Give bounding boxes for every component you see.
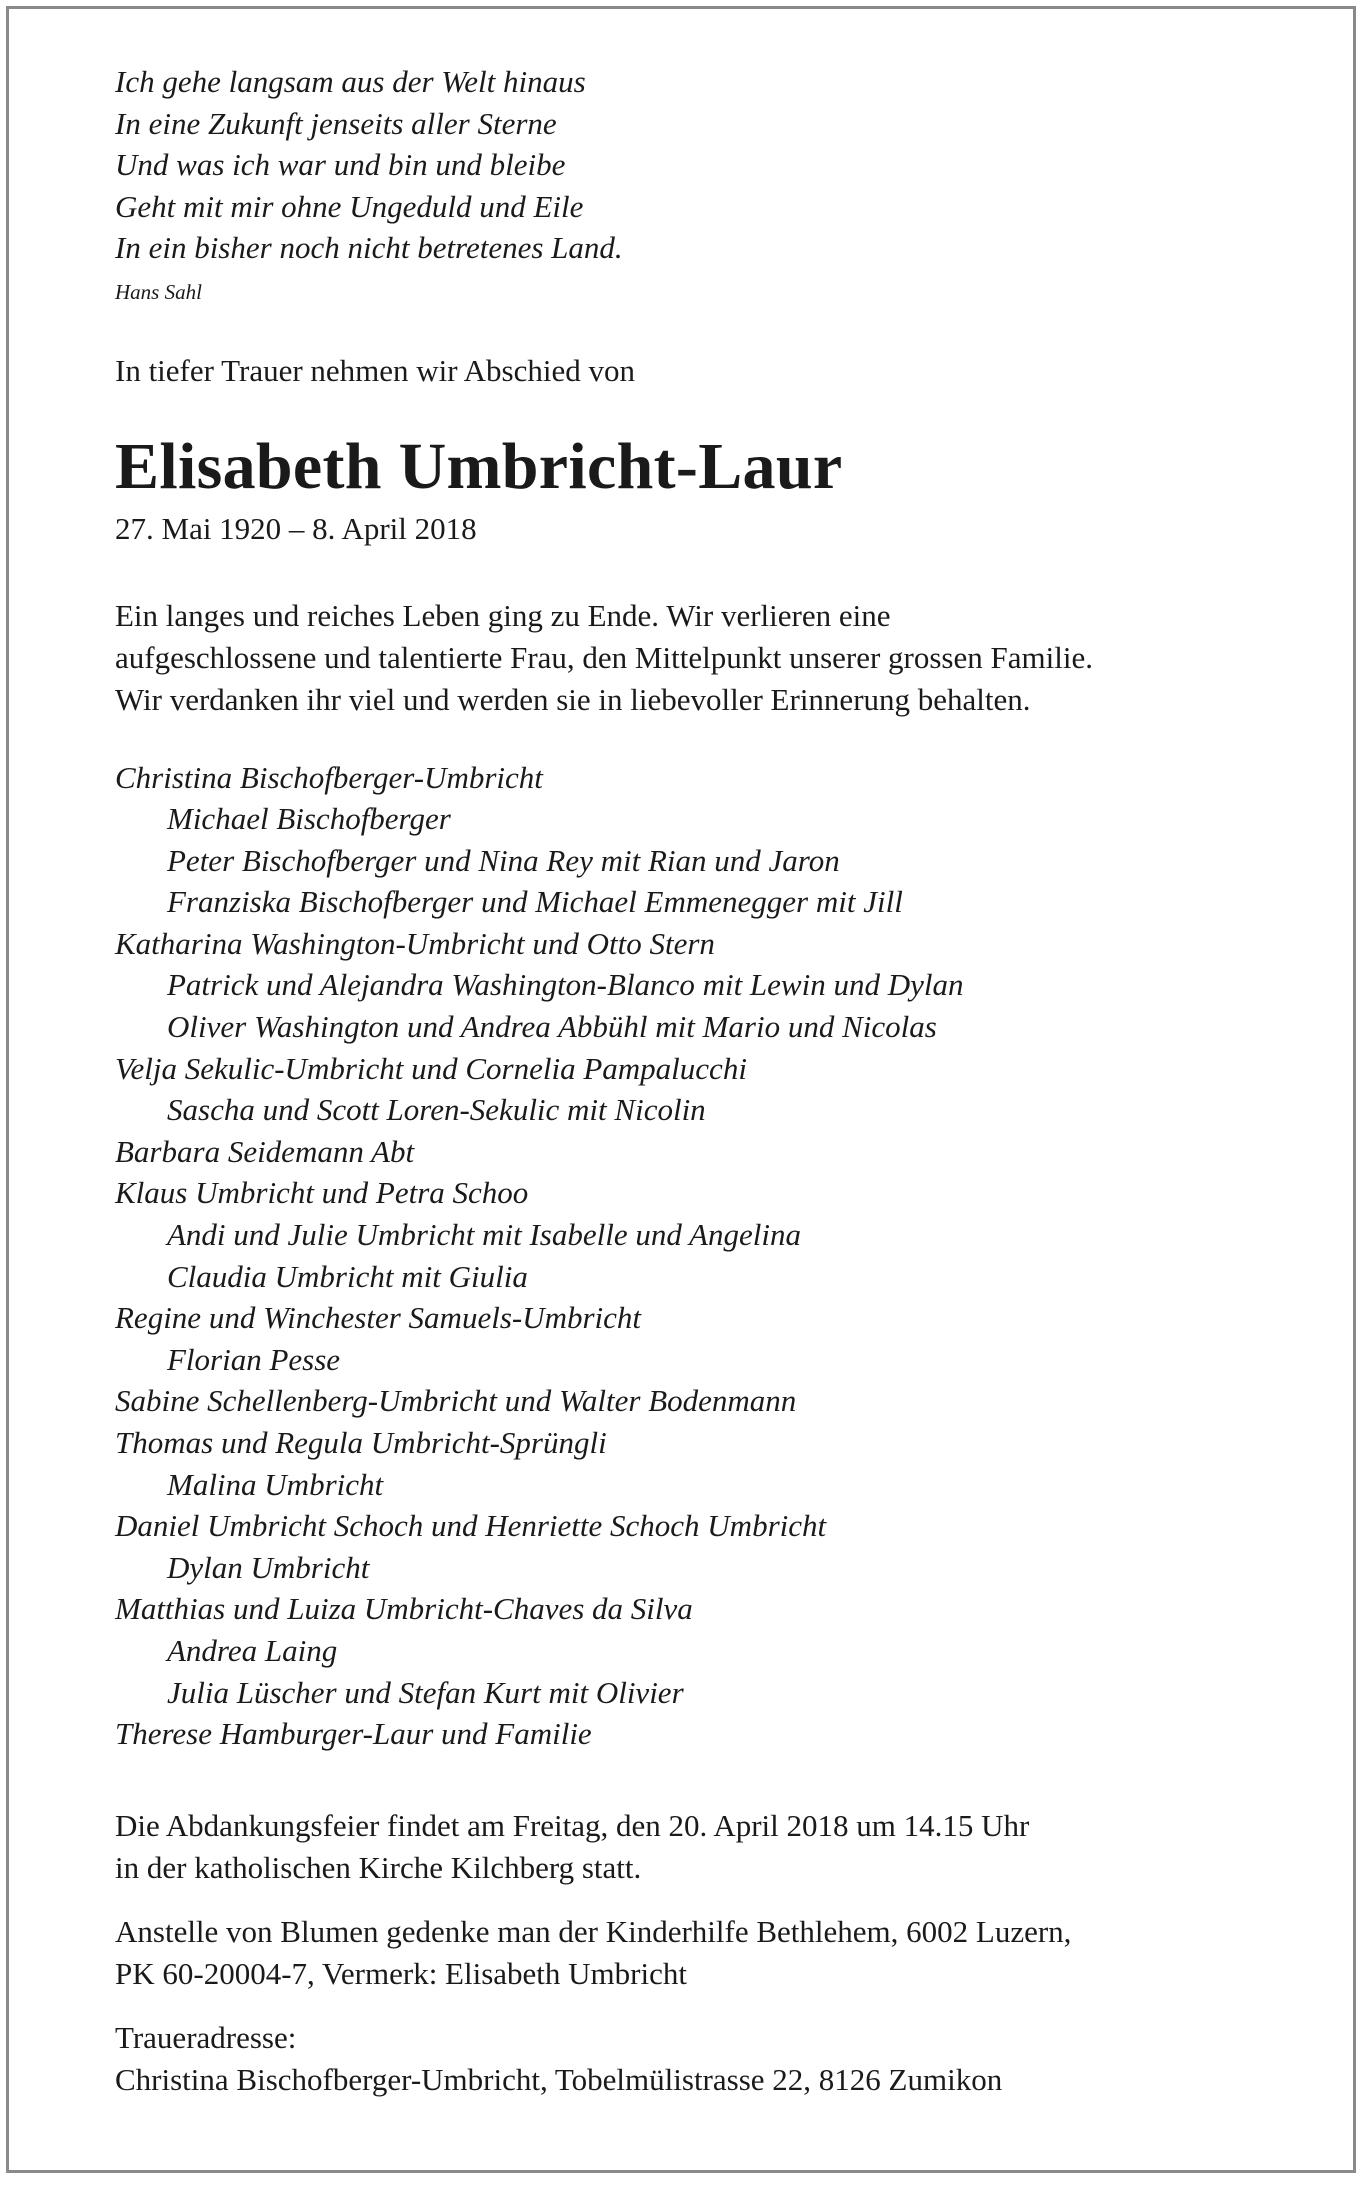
ceremony-notice [115,1805,1295,1889]
mourner-entry: Matthias und Luiza Umbricht-Chaves da Silva [115,1591,693,1627]
mourner-entry: Oliver Washington und Andrea Abbühl mit Mario und Nicolas [167,1009,937,1045]
ceremony-line: in der katholischen Kirche Kilchberg statt. [115,1849,642,1885]
mourning-address [115,2017,1295,2101]
mourner-entry: Therese Hamburger-Laur und Familie [115,1716,592,1752]
mourner-entry: Julia Lüscher und Stefan Kurt mit Olivier [167,1674,684,1710]
obituary-content [115,61,1295,2101]
address-label: Traueradresse: [115,2019,297,2055]
mourner-entry: Katharina Washington-Umbricht und Otto Stern [115,925,715,961]
mourner-entry: Peter Bischofberger und Nina Rey mit Rian und Jaron [167,842,840,878]
mourner-entry: Thomas und Regula Umbricht-Sprüngli [115,1425,607,1460]
mourner-entry: Regine und Winchester Samuels-Umbricht [115,1300,642,1336]
mourner-entry: Florian Pesse [167,1341,341,1377]
mourner-entry: Barbara Seidemann Abt [115,1133,415,1169]
poem-line: Geht mit mir ohne Ungeduld und Eile [115,188,584,224]
mourner-entry: Sabine Schellenberg-Umbricht und Walter Bodenmann [115,1383,797,1419]
deceased-dates: 27. Mai 1920 – 8. April 2018 [115,510,477,546]
poem-line: In ein bisher noch nicht betretenes Land. [115,230,623,265]
mourner-entry: Daniel Umbricht Schoch und Henriette Schoch Umbricht [115,1508,827,1544]
ceremony-line: Die Abdankungsfeier findet am Freitag, den 20. April 2018 um 14.15 Uhr [115,1807,1030,1843]
mourner-entry: Malina Umbricht [167,1466,384,1502]
mourner-entry: Velja Sekulic-Umbricht und Cornelia Pampalucchi [115,1050,747,1086]
donation-line: PK 60-20004-7, Vermerk: Elisabeth Umbricht [115,1955,687,1991]
mourner-entry: Claudia Umbricht mit Giulia [167,1258,528,1294]
poem-line: In eine Zukunft jenseits aller Sterne [115,105,557,141]
mourner-entry: Michael Bischofberger [167,801,451,837]
intro-text: In tiefer Trauer nehmen wir Abschied von [115,352,635,388]
mourner-entry: Patrick und Alejandra Washington-Blanco mit Lewin und Dylan [167,967,964,1003]
tribute-line: aufgeschlossene und talentierte Frau, den Mittelpunkt unserer grossen Familie. [115,639,1093,675]
tribute-paragraph [115,595,1295,721]
tribute-line: Ein langes und reiches Leben ging zu Ende. Wir verlieren eine [115,597,891,633]
mourner-entry: Sascha und Scott Loren-Sekulic mit Nicolin [167,1092,706,1128]
mourner-entry: Klaus Umbricht und Petra Schoo [115,1175,529,1211]
mourner-entry: Franziska Bischofberger und Michael Emmenegger mit Jill [167,884,903,920]
deceased-name: Elisabeth Umbricht-Laur [115,429,843,503]
obituary-frame [6,6,1356,2173]
poem-line: Und was ich war und bin und bleibe [115,147,566,182]
mourner-entry: Andi und Julie Umbricht mit Isabelle und Angelina [167,1217,801,1253]
mourner-entry: Christina Bischofberger-Umbricht [115,759,543,795]
donation-line: Anstelle von Blumen gedenke man der Kinderhilfe Bethlehem, 6002 Luzern, [115,1913,1072,1949]
poem [115,61,1295,307]
tribute-line: Wir verdanken ihr viel und werden sie in liebevoller Erinnerung behalten. [115,681,1031,717]
donation-notice [115,1911,1295,1995]
mourner-entry: Andrea Laing [167,1632,338,1668]
mourners-list [115,757,1295,1755]
address-value: Christina Bischofberger-Umbricht, Tobelmülistrasse 22, 8126 Zumikon [115,2061,1003,2097]
mourner-entry: Dylan Umbricht [167,1549,370,1585]
poem-author: Hans Sahl [115,279,202,304]
poem-line: Ich gehe langsam aus der Welt hinaus [115,64,586,99]
